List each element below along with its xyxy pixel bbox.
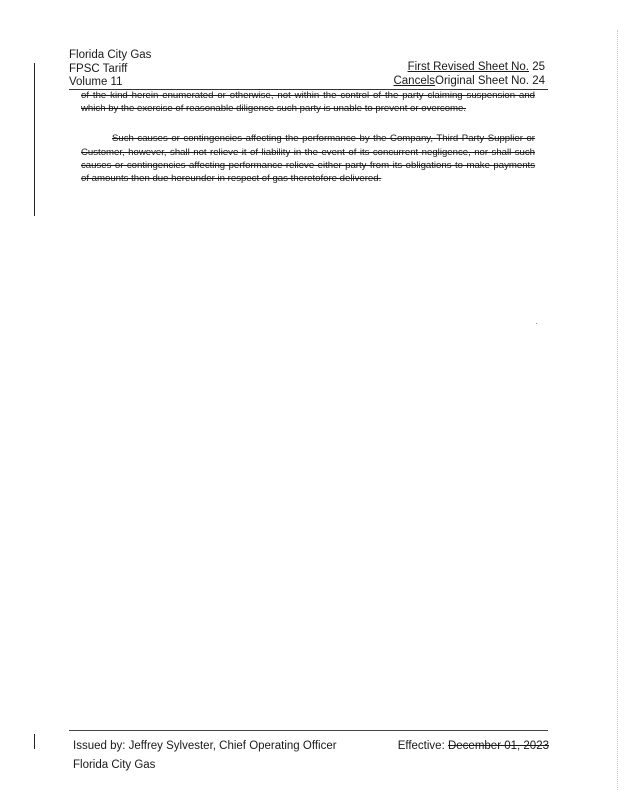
issued-by: Issued by: Jeffrey Sylvester, Chief Operating Officer (73, 740, 337, 752)
sheet-cancels-line (393, 75, 545, 89)
scan-edge-line (617, 30, 618, 790)
footer-right (398, 737, 549, 756)
header-tariff: FPSC Tariff (69, 62, 128, 75)
header-right (393, 61, 545, 88)
footer-rule (69, 730, 548, 731)
paragraph-struck-1: of the kind herein enumerated or otherwise, not within the control of the party claiming suspension and which by the exercise of reasonable diligence such party is unable to prevent or overcome. (81, 90, 535, 115)
header-left (69, 49, 151, 90)
effective-date: December 01, 2023 (447, 740, 549, 752)
footer-company: Florida City Gas (73, 758, 156, 771)
revision-bar-bottom (34, 734, 35, 749)
sheet-cancels-number: 24 (532, 74, 545, 87)
sheet-revised-label: First Revised Sheet No. (407, 61, 529, 73)
sheet-cancels-text: Original Sheet No. (435, 74, 529, 87)
scan-speck (536, 323, 537, 324)
paragraph-struck-2: Such causes or contingencies affecting the performance by the Company, Third Party Supplier or Customer, however, shall not relieve it of liability in the event of its concurrent negligence, nor shall such causes or contingencies affecting performance relieve either party from its obligations to make payments of amounts then due hereunder in respect of gas theretofore delivered. (81, 133, 535, 185)
header-volume: Volume 11 (69, 76, 123, 88)
revision-bar-top (34, 63, 35, 216)
sheet-revised-number: 25 (532, 61, 545, 73)
sheet-cancels-label: Cancels (393, 74, 436, 87)
tariff-body (81, 89, 535, 185)
sheet-revised-line (393, 61, 545, 75)
header-company: Florida City Gas (69, 49, 152, 61)
effective-label: Effective: (397, 740, 445, 752)
footer-left (73, 737, 337, 774)
